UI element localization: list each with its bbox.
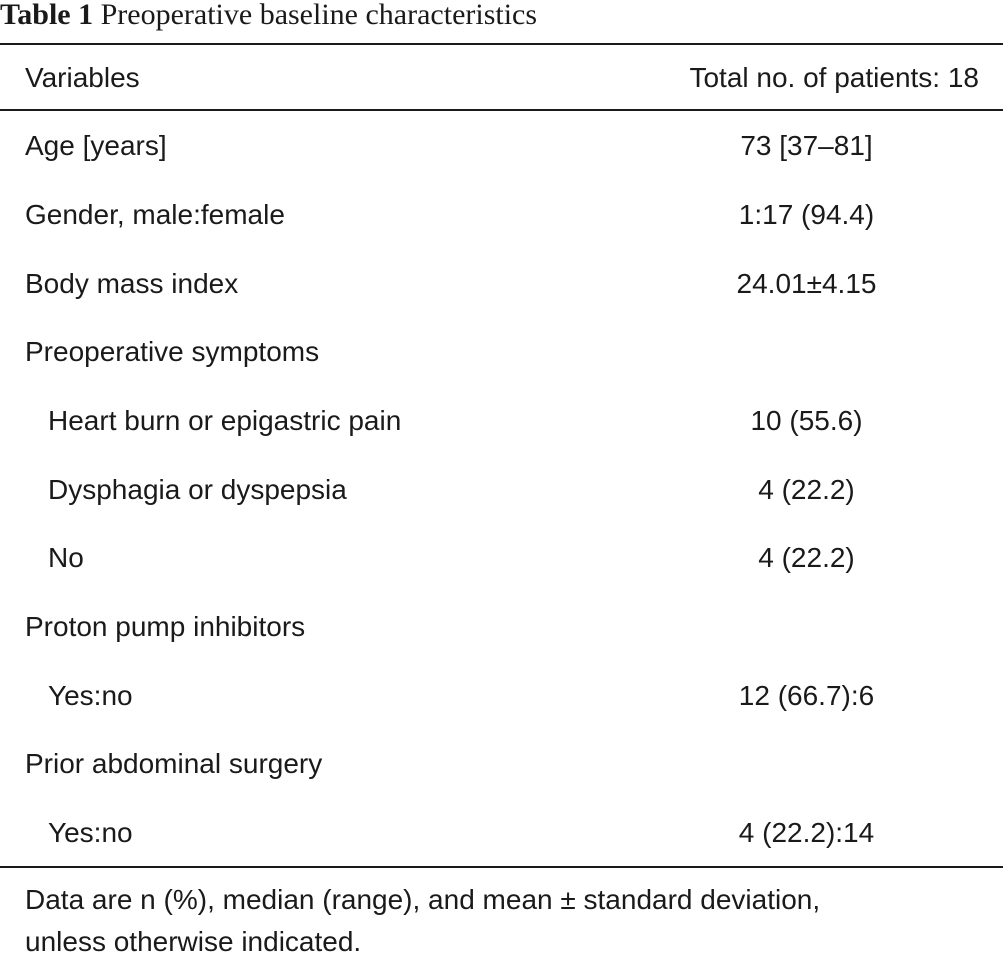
row-value: 4 (22.2) bbox=[758, 474, 855, 505]
row-value: 4 (22.2) bbox=[758, 542, 855, 573]
bottom-rule bbox=[0, 866, 1003, 868]
section-label: Prior abdominal surgery bbox=[25, 748, 323, 779]
section-label: Preoperative symptoms bbox=[25, 336, 320, 367]
table-section-row bbox=[0, 332, 1003, 372]
row-label: Dysphagia or dyspepsia bbox=[48, 474, 347, 505]
header-rule bbox=[0, 109, 1003, 111]
section-label: Proton pump inhibitors bbox=[25, 611, 306, 642]
row-value: 24.01±4.15 bbox=[736, 268, 877, 299]
table-header-row bbox=[0, 58, 1003, 98]
table-row bbox=[0, 264, 1003, 304]
table-row bbox=[0, 195, 1003, 235]
header-total: Total no. of patients: 18 bbox=[689, 62, 979, 93]
table-row bbox=[0, 401, 1003, 441]
table-section-row bbox=[0, 744, 1003, 784]
table-title: Preoperative baseline characteristics bbox=[100, 0, 538, 31]
top-rule bbox=[0, 43, 1003, 45]
row-value: 73 [37–81] bbox=[740, 130, 873, 161]
row-value: 10 (55.6) bbox=[750, 405, 863, 436]
row-label: Age [years] bbox=[25, 130, 167, 161]
row-label: Heart burn or epigastric pain bbox=[48, 405, 402, 436]
table-number: Table 1 bbox=[0, 0, 94, 31]
table-row bbox=[0, 126, 1003, 166]
row-value: 1:17 (94.4) bbox=[738, 199, 875, 230]
row-label: Yes:no bbox=[48, 817, 133, 848]
table-footnote bbox=[25, 879, 995, 963]
table-row bbox=[0, 470, 1003, 510]
row-label: Yes:no bbox=[48, 680, 133, 711]
footnote-line: unless otherwise indicated. bbox=[25, 926, 362, 957]
table-row bbox=[0, 676, 1003, 716]
table-row bbox=[0, 538, 1003, 578]
row-label: Gender, male:female bbox=[25, 199, 285, 230]
header-variables: Variables bbox=[25, 62, 140, 93]
row-label: No bbox=[48, 542, 84, 573]
row-value: 4 (22.2):14 bbox=[738, 817, 875, 848]
row-value: 12 (66.7):6 bbox=[738, 680, 875, 711]
table-caption bbox=[0, 0, 537, 32]
table-row bbox=[0, 813, 1003, 853]
footnote-line: Data are n (%), median (range), and mean ± standard deviation, bbox=[25, 884, 821, 915]
row-label: Body mass index bbox=[25, 268, 239, 299]
table-section-row bbox=[0, 607, 1003, 647]
